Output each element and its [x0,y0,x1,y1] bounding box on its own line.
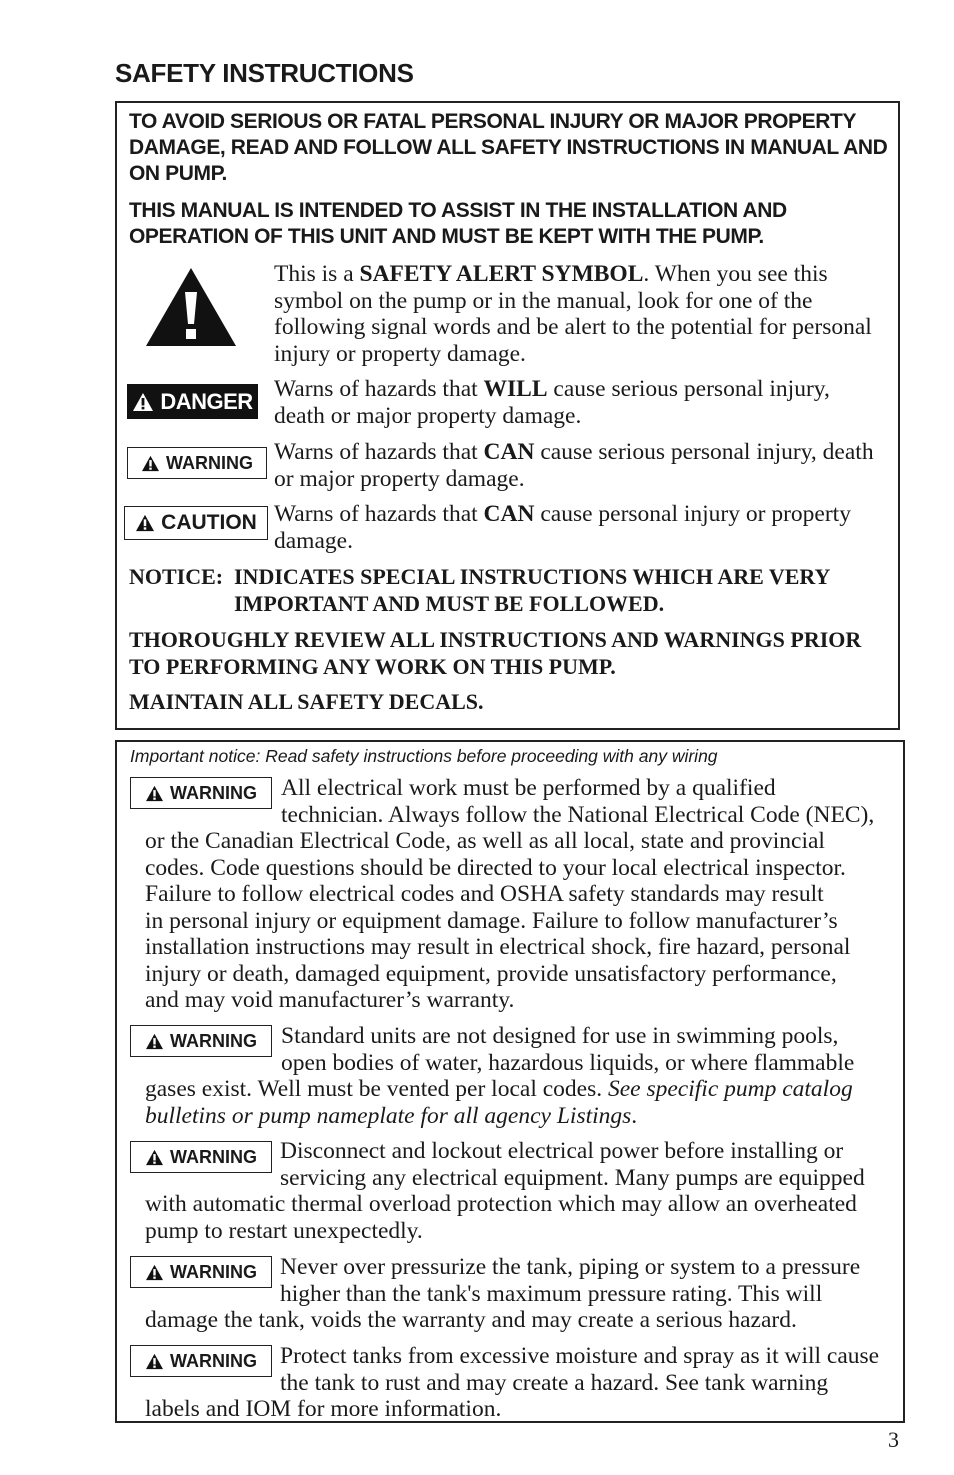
warning-badge-2: WARNING [130,1025,272,1057]
warning-badge-5: WARNING [130,1345,272,1377]
serious-injury-heading: TO AVOID SERIOUS OR FATAL PERSONAL INJURY OR MAJOR PROPERTY DAMAGE, READ AND FOLLOW ALL SAFETY INSTRUCTIONS IN MANUAL AND ON PUMP. [129,110,888,185]
warning-triangle-icon [141,455,160,472]
warning-badge-4: WARNING [130,1256,272,1288]
warning-badge-1: WARNING [130,777,272,809]
warning-signal-badge: WARNING [127,447,267,479]
danger-triangle-icon [132,392,154,412]
maintain-decals-text: MAINTAIN ALL SAFETY DECALS. [129,689,484,714]
caution-signal-badge: CAUTION [124,506,268,540]
notice-line-1: INDICATES SPECIAL INSTRUCTIONS WHICH ARE VERY [234,564,831,589]
danger-signal-badge: DANGER [127,384,258,419]
alert-symbol-description: This is a SAFETY ALERT SYMBOL. When you see this symbol on the pump or in the manual, look for one of the following signal words and be alert to the potential for personal injury or property damage. [274,261,872,367]
caution-triangle-icon [135,514,155,532]
warning-text-5: Protect tanks from excessive moisture and spray as it will cause the tank to rust and may create a hazard. See tank warning labels and IOM for more information. [145,1343,880,1422]
warning-badge-3: WARNING [130,1141,272,1173]
warning-text-3: Disconnect and lockout electrical power before installing or servicing any electrical equipment. Many pumps are equipped with automatic thermal overload protection which may allow an overheated pump to restart unexpectedly. [145,1138,865,1244]
warning-text-2: Standard units are not designed for use in swimming pools, open bodies of water, hazardous liquids, or where flammable gases exist. Well must be vented per local codes. See specific pump catalog bulletins or pump nameplate for all agency Listings. [145,1023,855,1129]
warning-text-1: All electrical work must be performed by a qualified technician. Always follow the National Electrical Code (NEC), or the Canadian Electrical Code, as well as all local, state and provincial codes. Code questions should be directed to your local electrical inspector. Failure to follow electrical codes and OSHA safety standards may result in personal injury or equipment damage. Failure to follow manufacturer’s installation instructions may result in electrical shock, fire hazard, personal injury or death, damaged equipment, provide unsatisfactory performance, and may void manufacturer’s warranty. [145,775,875,1013]
caution-description: Warns of hazards that CAN cause personal injury or property damage. [274,501,851,554]
danger-description: Warns of hazards that WILL cause serious personal injury, death or major property damage. [274,376,830,429]
page-number: 3 [888,1427,899,1452]
warning-description: Warns of hazards that CAN cause serious personal injury, death or major property damage. [274,439,874,492]
warning-text-4: Never over pressurize the tank, piping or system to a pressure higher than the tank's maximum pressure rating. This will damage the tank, voids the warranty and may create a serious hazard. [145,1254,861,1333]
notice-line-2: IMPORTANT AND MUST BE FOLLOWED. [234,591,665,616]
page-title: SAFETY INSTRUCTIONS [115,58,414,88]
notice-label: NOTICE: [129,564,224,589]
important-notice: Important notice: Read safety instructions before proceeding with any wiring [130,746,718,766]
exclamation-triangle-icon [144,266,238,348]
review-instructions-text: THOROUGHLY REVIEW ALL INSTRUCTIONS AND WARNINGS PRIOR TO PERFORMING ANY WORK ON THIS PUMP. [129,627,862,679]
manual-purpose-heading: THIS MANUAL IS INTENDED TO ASSIST IN THE INSTALLATION AND OPERATION OF THIS UNIT AND MUST BE KEPT WITH THE PUMP. [129,199,787,248]
